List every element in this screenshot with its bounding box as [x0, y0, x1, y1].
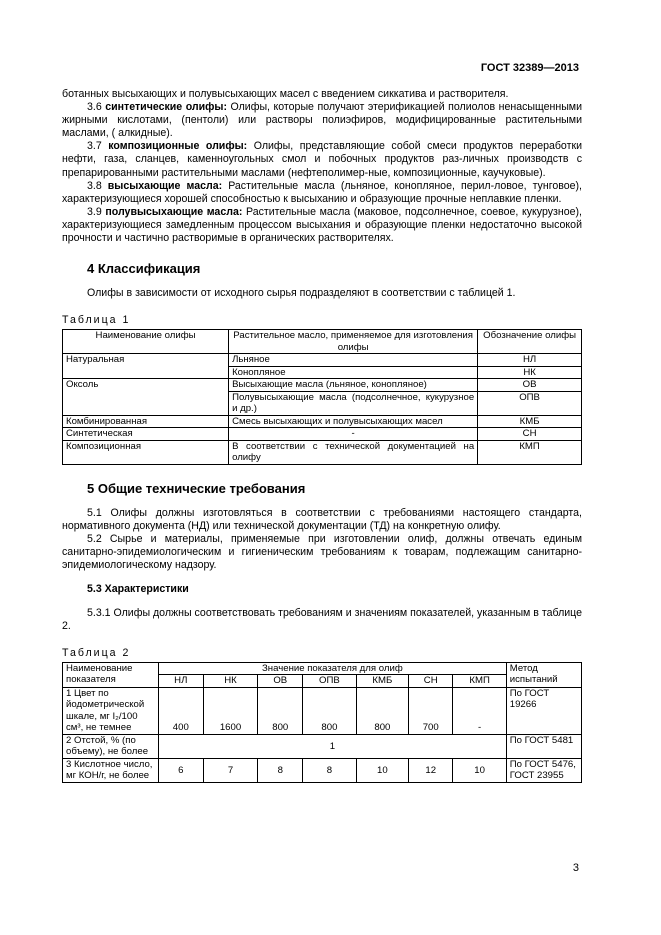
table-cell: ОВ [478, 379, 582, 392]
table-cell: Высыхающие масла (льняное, конопляное) [229, 379, 478, 392]
table-cell: СН [478, 428, 582, 441]
table-cell: 1600 [203, 687, 258, 734]
table-cell: 7 [203, 758, 258, 782]
table-cell: 8 [258, 758, 303, 782]
table-2-code: НК [203, 675, 258, 688]
table-cell: 12 [408, 758, 453, 782]
table-cell: По ГОСТ 19266 [506, 687, 581, 734]
table-cell: Комбинированная [63, 415, 229, 428]
table-2-header-value: Значение показателя для олиф [159, 662, 507, 675]
table-cell: 10 [356, 758, 408, 782]
table-1-header: Растительное масло, применяемое для изготовления олифы [229, 330, 478, 354]
table-1 [62, 329, 582, 465]
page-number: 3 [572, 862, 579, 874]
table-2-code: КМП [453, 675, 506, 688]
subsection-5-3-title: 5.3 Характеристики [87, 583, 189, 596]
table-cell: КМБ [478, 415, 582, 428]
table-1-caption: Таблица 1 [62, 314, 131, 327]
table-cell: 3 Кислотное число, мг КОН/г, не более [63, 758, 159, 782]
section-4-title: 4 Классификация [87, 261, 201, 277]
table-cell: КМП [478, 440, 582, 464]
table-cell: 800 [356, 687, 408, 734]
table-2-code: СН [408, 675, 453, 688]
table-cell: 800 [258, 687, 303, 734]
table-cell: Льняное [229, 354, 478, 367]
table-cell: - [229, 428, 478, 441]
table-cell: По ГОСТ 5476, ГОСТ 23955 [506, 758, 581, 782]
table-2 [62, 662, 582, 783]
table-cell: 2 Отстой, % (по объему), не более [63, 734, 159, 758]
table-2-code: ОПВ [303, 675, 357, 688]
table-cell: Синтетическая [63, 428, 229, 441]
paragraph-5-3-1: 5.3.1 Олифы должны соответствовать требованиям и значениям показателей, указанным в таблице 2. [62, 606, 583, 632]
table-2-caption: Таблица 2 [62, 646, 131, 659]
section-5-title: 5 Общие технические требования [87, 480, 306, 496]
table-cell: НЛ [478, 354, 582, 367]
page-body [62, 88, 582, 783]
table-cell: 700 [408, 687, 453, 734]
paragraph-5-2: 5.2 Сырье и материалы, применяемые при изготовлении олиф, должны отвечать единым санитарно-эпидемиологическим и гигиеническим требованиям к товарам, подлежащим санитарно-эпидемиологическому надзору. [62, 533, 582, 572]
table-cell: 1 Цвет по йодометрической шкале, мг I₂/100 см³, не темнее [63, 687, 159, 734]
table-cell: В соответствии с технической документацией на олифу [229, 440, 478, 464]
intro-line: ботанных высыхающих и полувысыхающих масел с введением сиккатива и растворителя. [62, 88, 509, 100]
table-cell: Композиционная [63, 440, 229, 464]
table-cell: 6 [159, 758, 204, 782]
table-cell: 8 [303, 758, 357, 782]
table-1-header: Обозначение олифы [478, 330, 582, 354]
paragraph-5-1: 5.1 Олифы должны изготовляться в соответствии с требованиями настоящего стандарта, нормативного документа (НД) или технической документации (ТД) на конкретную олифу. [62, 507, 582, 533]
definition-3-7: 3.7 композиционные олифы: Олифы, представляющие собой смеси продуктов переработки нефти, газа, сланцев, каменноугольных смол и побочных продуктов раз-личных производств с препарированными растительными маслами (нефтеполимер-ные, композиционные, каучуковые). [62, 140, 582, 179]
table-cell: Натуральная [63, 354, 229, 379]
document-code: ГОСТ 32389—2013 [480, 62, 579, 74]
definition-3-9: 3.9 полувысыхающие масла: Растительные масла (маковое, подсолнечное, соевое, кукурузное), характеризующиеся замедленным процессом высыхания и образующие пленки недостаточно высокой прочности и частично растворимые в органических растворителях. [62, 205, 583, 245]
table-cell: Полувысыхающие масла (подсолнечное, кукурузное и др.) [229, 391, 478, 415]
table-cell: Оксоль [63, 379, 229, 416]
table-cell: ОПВ [478, 391, 582, 415]
table-2-code: НЛ [159, 675, 204, 688]
section-4-paragraph: Олифы в зависимости от исходного сырья подразделяют в соответствии с таблицей 1. [87, 287, 516, 300]
table-cell: Конопляное [229, 366, 478, 379]
table-cell: По ГОСТ 5481 [506, 734, 581, 758]
table-1-header: Наименование олифы [63, 330, 229, 354]
table-2-header-name: Наименование показателя [63, 662, 159, 687]
definition-3-6: 3.6 синтетические олифы: Олифы, которые получают этерификацией полиолов ненасыщенными жирными кислотами, (пентоли) или растворы полиэфиров, модифицированные растительными маслами, ( алкидные). [62, 101, 583, 140]
table-cell: - [453, 687, 506, 734]
table-2-code: ОВ [258, 675, 303, 688]
table-cell: 1 [159, 734, 507, 758]
table-cell: 800 [303, 687, 357, 734]
definition-3-8: 3.8 высыхающие масла: Растительные масла (льняное, конопляное, перил-ловое, тунговое), характеризующиеся хорошей способностью к высыханию и образующие прочные неплавкие пленки. [62, 179, 582, 205]
table-2-code: КМБ [356, 675, 408, 688]
table-cell: Смесь высыхающих и полувысыхающих масел [229, 415, 478, 428]
table-2-header-method: Метод испытаний [506, 662, 581, 687]
table-cell: 10 [453, 758, 506, 782]
table-cell: НК [478, 366, 582, 379]
table-cell: 400 [159, 687, 204, 734]
